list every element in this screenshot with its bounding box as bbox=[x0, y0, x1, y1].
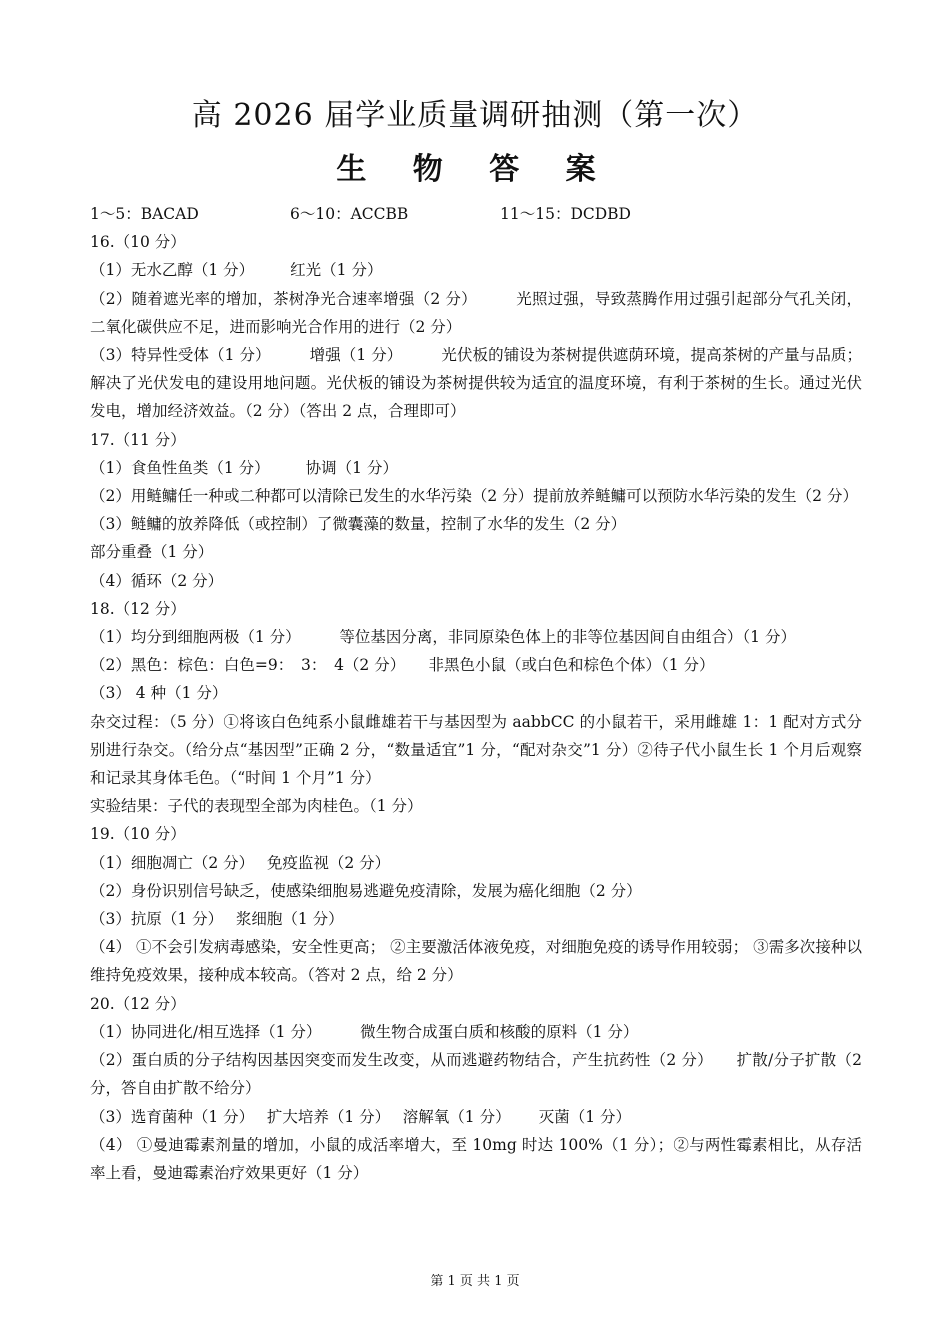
q16-heading: 16.（10 分） bbox=[90, 233, 186, 252]
q16-part1 bbox=[90, 256, 862, 284]
choice-answers bbox=[90, 200, 862, 228]
q20-part4: （4） ①曼迪霉素剂量的增加，小鼠的成活率增大，至 10mg 时达 100%（1 分）；②与两性霉素相比，从存活率上看，曼迪霉素治疗效果更好（1 分） bbox=[90, 1135, 862, 1182]
q20-part1: （1）协同进化/相互选择（1 分） 微生物合成蛋白质和核酸的原料（1 分） bbox=[90, 1022, 639, 1041]
choice-group-1: 1～5：BACAD bbox=[90, 205, 199, 223]
q18-cross-process: 杂交过程：（5 分）①将该白色纯系小鼠雌雄若干与基因型为 aabbCC 的小鼠若干，采用雌雄 1：1 配对方式分别进行杂交。（给分点“基因型”正确 2 分，“数量适宜”1 分，“配对杂交”1 分）②待子代小鼠生长 1 个月后观察和记录其身体毛色。（“时间 1 个月”1 分） bbox=[90, 712, 862, 788]
q18-heading: 18.（12 分） bbox=[90, 599, 186, 618]
q20-part3: （3）选育菌种（1 分） 扩大培养（1 分） 溶解氧（1 分） 灭菌（1 分） bbox=[90, 1107, 632, 1126]
q17-part3b: 部分重叠（1 分） bbox=[90, 543, 214, 562]
q18-part2: （2）黑色：棕色：白色=9： 3： 4（2 分） 非黑色小鼠（或白色和棕色个体）（1 分） bbox=[90, 656, 715, 675]
q16-part1-a: （1）无水乙醇（1 分） bbox=[90, 261, 255, 280]
q17-part1-a: （1）食鱼性鱼类（1 分） bbox=[90, 458, 270, 477]
q17-part1 bbox=[90, 454, 862, 482]
q17-heading: 17.（11 分） bbox=[90, 430, 186, 449]
document-subtitle: 生 物 答 案 bbox=[336, 152, 614, 187]
q18-part3: （3） 4 种（1 分） bbox=[90, 684, 228, 703]
q17-part4: （4）循环（2 分） bbox=[90, 571, 224, 590]
q19-part4: （4） ①不会引发病毒感染，安全性更高； ②主要激活体液免疫，对细胞免疫的诱导作用较弱； ③需多次接种以维持免疫效果，接种成本较高。（答对 2 点，给 2 分） bbox=[90, 938, 862, 985]
choice-group-2: 6～10：ACCBB bbox=[290, 205, 409, 223]
q16-part2: （2）随着遮光率的增加，茶树净光合速率增强（2 分） 光照过强，导致蒸腾作用过强引起部分气孔关闭，二氧化碳供应不足，进而影响光合作用的进行（2 分） bbox=[90, 289, 862, 336]
q20-heading: 20.（12 分） bbox=[90, 994, 186, 1013]
q17-part3: （3）鲢鳙的放养降低（或控制）了微囊藻的数量，控制了水华的发生（2 分） bbox=[90, 515, 627, 534]
q16-part3: （3）特异性受体（1 分） 增强（1 分） 光伏板的铺设为茶树提供遮荫环境，提高茶树的产量与品质；解决了光伏发电的建设用地问题。光伏板的铺设为茶树提供较为适宜的温度环境，有利于茶树的生长。通过光伏发电，增加经济效益。（2 分）（答出 2 点，合理即可） bbox=[90, 346, 862, 421]
q18-part1: （1）均分到细胞两极（1 分） 等位基因分离，非同原染色体上的非等位基因间自由组合）（1 分） bbox=[90, 628, 796, 647]
answer-body bbox=[90, 200, 862, 1187]
q19-heading: 19.（10 分） bbox=[90, 825, 186, 844]
choice-group-3: 11～15：DCDBD bbox=[500, 205, 631, 223]
q19-part2: （2）身份识别信号缺乏，使感染细胞易逃避免疫清除，发展为癌化细胞（2 分） bbox=[90, 881, 642, 900]
q17-part2: （2）用鲢鳙任一种或二种都可以清除已发生的水华污染（2 分）提前放养鲢鳙可以预防水华污染的发生（2 分） bbox=[90, 487, 858, 506]
q18-result: 实验结果：子代的表现型全部为肉桂色。（1 分） bbox=[90, 797, 423, 816]
q19-part3: （3）抗原（1 分） 浆细胞（1 分） bbox=[90, 910, 344, 929]
document-title: 高 2026 届学业质量调研抽测（第一次） bbox=[191, 98, 759, 133]
q16-part1-b: 红光（1 分） bbox=[290, 261, 383, 280]
q20-part2: （2）蛋白质的分子结构因基因突变而发生改变，从而逃避药物结合，产生抗药性（2 分） 扩散/分子扩散（2 分，答自由扩散不给分） bbox=[90, 1051, 862, 1098]
page-number: 第 1 页 共 1 页 bbox=[430, 1274, 520, 1289]
q17-part1-b: 协调（1 分） bbox=[305, 458, 398, 477]
q19-part1: （1）细胞凋亡（2 分） 免疫监视（2 分） bbox=[90, 853, 391, 872]
